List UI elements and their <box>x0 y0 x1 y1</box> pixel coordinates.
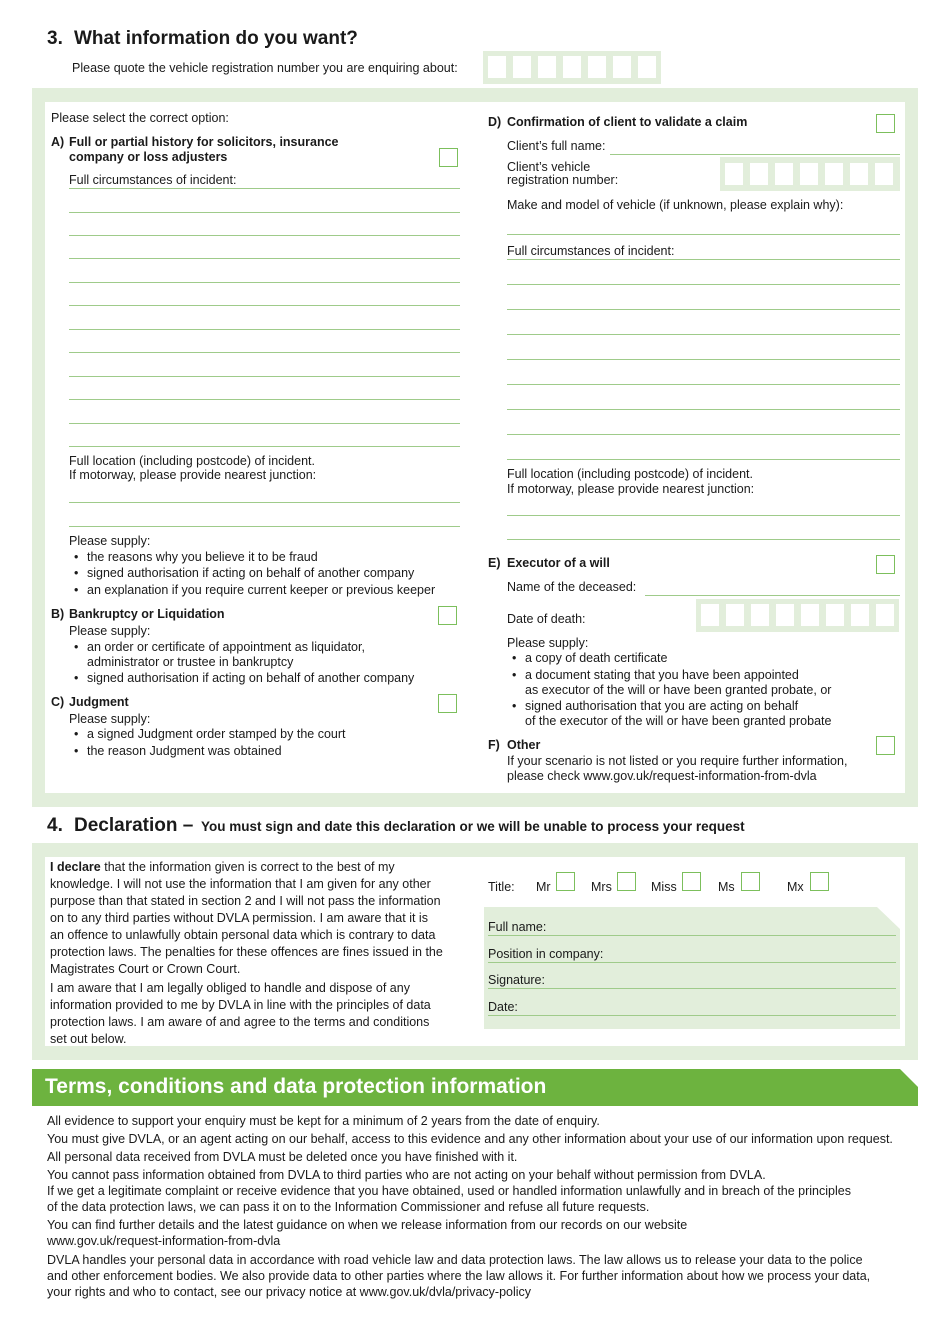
option-f-line-1: If your scenario is not listed or you require further information, <box>507 754 848 768</box>
position-field[interactable] <box>488 962 896 963</box>
title-mr-checkbox[interactable] <box>556 872 575 891</box>
title-mx-label: Mx <box>787 880 804 894</box>
date-char-box[interactable] <box>699 602 721 628</box>
reg-char-box[interactable] <box>611 54 633 80</box>
date-field[interactable] <box>488 1015 896 1016</box>
client-reg-char-box[interactable] <box>748 161 770 187</box>
reg-char-box[interactable] <box>636 54 658 80</box>
make-model-label: Make and model of vehicle (if unknown, please explain why): <box>507 198 844 212</box>
client-name-field[interactable] <box>610 154 900 155</box>
terms-p5-2: of the data protection laws, we can pass it on to the Information Commissioner and refuse all future requests. <box>47 1200 650 1214</box>
option-a-bullet: • an explanation if you require current keeper or previous keeper <box>87 583 435 598</box>
deceased-label: Name of the deceased: <box>507 580 637 594</box>
aware-line: protection laws. I am aware of and agree to the terms and conditions <box>50 1015 430 1029</box>
signature-label: Signature: <box>488 973 545 987</box>
client-reg-label-1: Client’s vehicle <box>507 160 591 174</box>
signature-field[interactable] <box>488 988 896 989</box>
date-char-box[interactable] <box>824 602 846 628</box>
reg-char-box[interactable] <box>561 54 583 80</box>
option-e-bullet: • signed authorisation that you are acting on behalf <box>525 699 798 714</box>
option-e-supply: Please supply: <box>507 636 589 650</box>
title-miss-label: Miss <box>651 880 677 894</box>
declaration-text <box>50 859 465 1048</box>
client-reg-char-box[interactable] <box>848 161 870 187</box>
title-ms-label: Ms <box>718 880 735 894</box>
client-reg-label-2: registration number: <box>507 173 619 187</box>
option-d-circumstances-label: Full circumstances of incident: <box>507 244 675 258</box>
option-c-checkbox[interactable] <box>438 694 457 713</box>
declare-line: protection laws. The penalties for these offences are fines issued in the <box>50 945 443 959</box>
option-c-supply: Please supply: <box>69 712 151 726</box>
title-ms-checkbox[interactable] <box>741 872 760 891</box>
terms-p2: You must give DVLA, or an agent acting on our behalf, access to this evidence and any other information about your use of our information upon request. <box>47 1132 893 1146</box>
option-a-location-2: If motorway, please provide nearest junction: <box>69 468 317 482</box>
declare-line: on to any third parties without DVLA permission. I am aware that it is <box>50 911 428 925</box>
terms-p3: All personal data received from DVLA must be deleted once you have finished with it. <box>47 1150 518 1164</box>
option-b-letter: B) <box>51 607 65 621</box>
option-c-letter: C) <box>51 695 65 709</box>
option-b-bullet: • an order or certificate of appointment as liquidator, <box>87 640 365 655</box>
client-name-label: Client’s full name: <box>507 139 606 153</box>
date-char-box[interactable] <box>724 602 746 628</box>
option-e-checkbox[interactable] <box>876 555 895 574</box>
section4-number: 4. <box>47 815 63 836</box>
option-a-bullet: • the reasons why you believe it to be fraud <box>87 550 318 565</box>
make-model-field[interactable] <box>507 234 900 235</box>
reg-char-box[interactable] <box>586 54 608 80</box>
option-b-title: Bankruptcy or Liquidation <box>69 607 225 621</box>
client-reg-field[interactable] <box>720 157 900 191</box>
title-mrs-checkbox[interactable] <box>617 872 636 891</box>
date-char-box[interactable] <box>774 602 796 628</box>
title-mrs-label: Mrs <box>591 880 612 894</box>
select-prompt: Please select the correct option: <box>51 111 229 125</box>
title-miss-checkbox[interactable] <box>682 872 701 891</box>
signature-block-bg <box>484 907 901 1029</box>
option-f-line-2: please check www.gov.uk/request-information-from-dvla <box>507 769 817 783</box>
full-name-label: Full name: <box>488 920 547 934</box>
client-reg-char-box[interactable] <box>823 161 845 187</box>
option-e-bullet: • a document stating that you have been appointed <box>525 668 799 683</box>
option-b-bullet: • signed authorisation if acting on behalf of another company <box>87 671 414 686</box>
date-char-box[interactable] <box>799 602 821 628</box>
title-mr-label: Mr <box>536 880 551 894</box>
option-e-bullet: • a copy of death certificate <box>525 651 667 666</box>
option-d-letter: D) <box>488 115 502 129</box>
option-c-bullet: • the reason Judgment was obtained <box>87 744 282 759</box>
declare-line: Magistrates Court or Crown Court. <box>50 962 241 976</box>
date-of-death-field[interactable] <box>696 599 899 632</box>
aware-line: information provided to me by DVLA in line with the principles of data <box>50 998 431 1012</box>
client-reg-char-box[interactable] <box>873 161 895 187</box>
declare-line: knowledge. I will not use the information that I am given for any other <box>50 877 431 891</box>
declare-bold: I declare <box>50 860 101 874</box>
date-char-box[interactable] <box>874 602 896 628</box>
terms-p7-3: your rights and who to contact, see our privacy notice at www.gov.uk/dvla/privacy-policy <box>47 1285 532 1299</box>
terms-p4: You cannot pass information obtained from DVLA to third parties who are not acting on your behalf without permission from DVLA. <box>47 1168 766 1182</box>
option-e-title: Executor of a will <box>507 556 610 570</box>
reg-prompt: Please quote the vehicle registration number you are enquiring about: <box>72 61 458 75</box>
option-a-circumstances-label: Full circumstances of incident: <box>69 173 237 187</box>
client-reg-char-box[interactable] <box>773 161 795 187</box>
terms-heading: Terms, conditions and data protection information <box>45 1075 547 1098</box>
reg-char-box[interactable] <box>511 54 533 80</box>
option-a-letter: A) <box>51 135 65 149</box>
declare-line: purpose than that stated in section 2 and I will not pass the information <box>50 894 441 908</box>
client-reg-char-box[interactable] <box>723 161 745 187</box>
date-of-death-label: Date of death: <box>507 612 586 626</box>
position-label: Position in company: <box>488 947 604 961</box>
aware-line: set out below. <box>50 1032 127 1046</box>
aware-line: I am aware that I am legally obliged to handle and dispose of any <box>50 981 410 995</box>
option-e-letter: E) <box>488 556 501 570</box>
date-label: Date: <box>488 1000 518 1014</box>
option-a-location-1: Full location (including postcode) of incident. <box>69 454 315 468</box>
option-b-supply: Please supply: <box>69 624 151 638</box>
reg-char-box[interactable] <box>486 54 508 80</box>
title-mx-checkbox[interactable] <box>810 872 829 891</box>
option-c-bullet: • a signed Judgment order stamped by the court <box>87 727 345 742</box>
option-e-bullet-cont: as executor of the will or have been granted probate, or <box>525 683 832 697</box>
declare-line: an offence to unlawfully obtain personal data which is contrary to data <box>50 928 436 942</box>
title-label: Title: <box>488 880 515 894</box>
deceased-field[interactable] <box>645 595 900 596</box>
option-a-title-2: company or loss adjusters <box>69 150 228 164</box>
option-f-title: Other <box>507 738 541 752</box>
option-d-title: Confirmation of client to validate a claim <box>507 115 748 129</box>
section4-title: Declaration – <box>74 815 194 836</box>
option-b-bullet-cont: administrator or trustee in bankruptcy <box>87 655 294 669</box>
terms-p7-1: DVLA handles your personal data in accordance with road vehicle law and data protection laws. The law allows us to release your data to the police <box>47 1253 863 1267</box>
terms-p5-1: If we get a legitimate complaint or receive evidence that you have obtained, used or handled information unlawfully and in breach of the principles <box>47 1184 851 1198</box>
full-name-field[interactable] <box>488 935 896 936</box>
reg-number-field[interactable] <box>483 51 661 84</box>
reg-char-box[interactable] <box>536 54 558 80</box>
option-d-checkbox[interactable] <box>876 114 895 133</box>
terms-p1: All evidence to support your enquiry must be kept for a minimum of 2 years from the date of enquiry. <box>47 1114 600 1128</box>
option-a-title-1: Full or partial history for solicitors, insurance <box>69 135 339 149</box>
terms-p6-2: www.gov.uk/request-information-from-dvla <box>47 1234 281 1248</box>
option-a-supply: Please supply: <box>69 534 151 548</box>
option-f-letter: F) <box>488 738 500 752</box>
option-f-checkbox[interactable] <box>876 736 895 755</box>
declare-line: that the information given is correct to the best of my <box>104 860 395 874</box>
terms-p6-1: You can find further details and the latest guidance on when we release information from our records on our website <box>47 1218 688 1232</box>
section3-number: 3. <box>47 28 63 49</box>
section3-title: What information do you want? <box>74 28 358 49</box>
client-reg-char-box[interactable] <box>798 161 820 187</box>
option-d-location-1: Full location (including postcode) of incident. <box>507 467 753 481</box>
section4-subtitle: You must sign and date this declaration or we will be unable to process your request <box>201 819 745 834</box>
date-char-box[interactable] <box>849 602 871 628</box>
option-d-location-2: If motorway, please provide nearest junction: <box>507 482 755 496</box>
option-c-title: Judgment <box>69 695 129 709</box>
date-char-box[interactable] <box>749 602 771 628</box>
option-b-checkbox[interactable] <box>438 606 457 625</box>
option-e-bullet-cont: of the executor of the will or have been granted probate <box>525 714 832 728</box>
terms-p7-2: and other enforcement bodies. We also provide data to other parties where the law allows it. For further information about how we process your data, <box>47 1269 871 1283</box>
option-a-checkbox[interactable] <box>439 148 458 167</box>
option-a-bullet: • signed authorisation if acting on behalf of another company <box>87 566 414 581</box>
